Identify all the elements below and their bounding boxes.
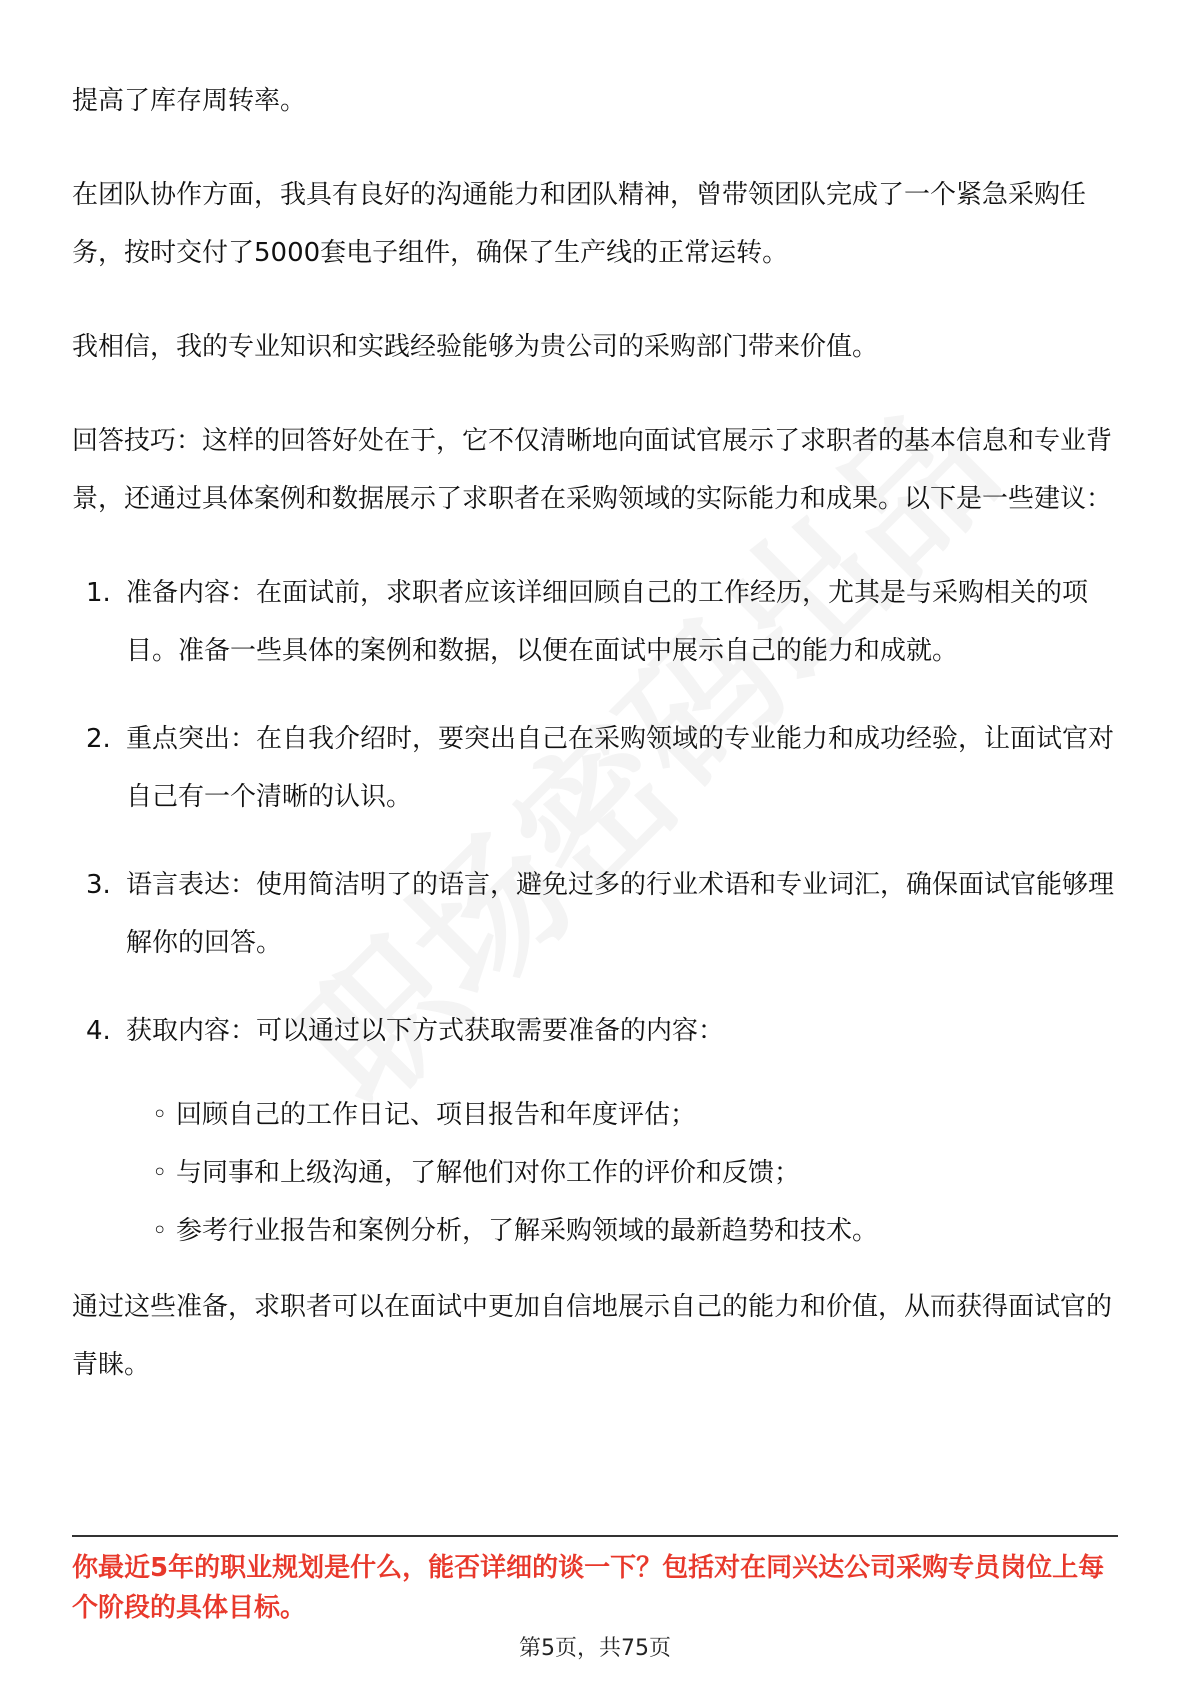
list-item-text: 获取内容：可以通过以下方式获取需要准备的内容： xyxy=(126,1016,725,1046)
page-content xyxy=(72,72,1118,1394)
list-number: 3. xyxy=(86,870,111,900)
sub-list-item xyxy=(72,1086,1118,1144)
suggestion-list xyxy=(72,564,1118,1060)
list-item-text: 语言表达：使用简洁明了的语言，避免过多的行业术语和专业词汇，确保面试官能够理解你的回答。 xyxy=(126,870,1115,958)
page-number-footer: 第5页，共75页 xyxy=(519,1636,671,1661)
sub-list-item-text: 与同事和上级沟通，了解他们对你工作的评价和反馈； xyxy=(176,1158,801,1188)
list-item xyxy=(72,710,1118,826)
list-item xyxy=(72,856,1118,972)
paragraph-inventory: 提高了库存周转率。 xyxy=(72,86,307,116)
paragraph-teamwork: 在团队协作方面，我具有良好的沟通能力和团队精神，曾带领团队完成了一个紧急采购任务，按时交付了5000套电子组件，确保了生产线的正常运转。 xyxy=(72,180,1087,268)
sub-list-item-text: 回顾自己的工作日记、项目报告和年度评估； xyxy=(176,1100,697,1130)
list-item-text: 重点突出：在自我介绍时，要突出自己在采购领域的专业能力和成功经验，让面试官对自己有一个清晰的认识。 xyxy=(126,724,1115,812)
list-item-text: 准备内容：在面试前，求职者应该详细回顾自己的工作经历，尤其是与采购相关的项目。准备一些具体的案例和数据，以便在面试中展示自己的能力和成就。 xyxy=(126,578,1089,666)
circle-bullet-icon: ◦ xyxy=(152,1216,168,1246)
list-number: 2. xyxy=(86,724,111,754)
paragraph-closing: 通过这些准备，求职者可以在面试中更加自信地展示自己的能力和价值，从而获得面试官的青睐。 xyxy=(72,1292,1113,1380)
sub-list-item xyxy=(72,1202,1118,1260)
circle-bullet-icon: ◦ xyxy=(152,1100,168,1130)
list-item xyxy=(72,1002,1118,1060)
sub-list xyxy=(72,1086,1118,1260)
paragraph-value: 我相信，我的专业知识和实践经验能够为贵公司的采购部门带来价值。 xyxy=(72,332,879,362)
circle-bullet-icon: ◦ xyxy=(152,1158,168,1188)
list-item xyxy=(72,564,1118,680)
sub-list-item xyxy=(72,1144,1118,1202)
list-number: 4. xyxy=(86,1016,111,1046)
section-divider xyxy=(72,1535,1118,1537)
paragraph-answer-tips: 回答技巧：这样的回答好处在于，它不仅清晰地向面试官展示了求职者的基本信息和专业背景，还通过具体案例和数据展示了求职者在采购领域的实际能力和成果。以下是一些建议： xyxy=(72,426,1113,514)
next-question-heading: 你最近5年的职业规划是什么，能否详细的谈一下？包括对在同兴达公司采购专员岗位上每个阶段的具体目标。 xyxy=(72,1553,1105,1623)
sub-list-item-text: 参考行业报告和案例分析，了解采购领域的最新趋势和技术。 xyxy=(176,1216,879,1246)
list-number: 1. xyxy=(86,578,111,608)
